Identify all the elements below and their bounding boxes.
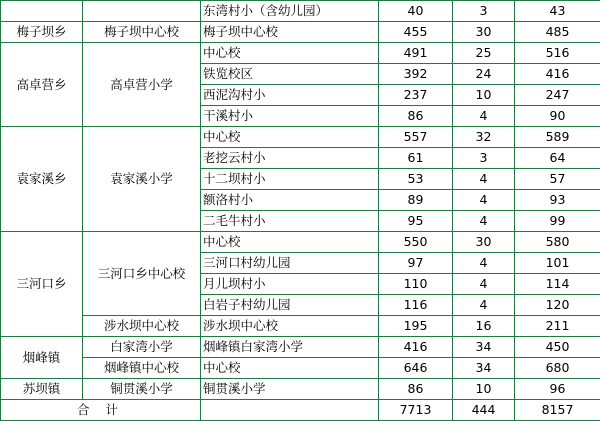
cell-township: 梅子坝乡 (1, 22, 83, 43)
cell-students: 392 (379, 64, 453, 85)
table-row (1, 43, 600, 64)
cell-total: 43 (515, 1, 600, 22)
cell-school: 烟峰镇白家湾小学 (201, 337, 379, 358)
table-total-row (1, 400, 600, 421)
cell-total: 247 (515, 85, 600, 106)
cell-students: 550 (379, 232, 453, 253)
total-students: 7713 (379, 400, 453, 421)
table-row (1, 22, 600, 43)
cell-school: 铁览校区 (201, 64, 379, 85)
table-row (1, 337, 600, 358)
cell-students: 416 (379, 337, 453, 358)
cell-township: 三河口乡 (1, 232, 83, 337)
cell-center-school: 铜贯溪小学 (83, 379, 201, 400)
cell-total: 450 (515, 337, 600, 358)
cell-center-school: 烟峰镇中心校 (83, 358, 201, 379)
cell-school: 老挖云村小 (201, 148, 379, 169)
table-body (1, 1, 600, 421)
cell-school: 月儿坝村小 (201, 274, 379, 295)
cell-township-blank (1, 1, 83, 22)
table-row (1, 127, 600, 148)
cell-school: 干溪村小 (201, 106, 379, 127)
cell-students: 53 (379, 169, 453, 190)
cell-township: 烟峰镇 (1, 337, 83, 379)
table-row (1, 1, 600, 22)
cell-total: 96 (515, 379, 600, 400)
cell-total: 64 (515, 148, 600, 169)
cell-staff: 24 (453, 64, 515, 85)
cell-total: 416 (515, 64, 600, 85)
total-spacer (201, 400, 379, 421)
cell-total: 516 (515, 43, 600, 64)
cell-center-school: 袁家溪小学 (83, 127, 201, 232)
cell-staff: 4 (453, 253, 515, 274)
cell-students: 40 (379, 1, 453, 22)
cell-total: 90 (515, 106, 600, 127)
cell-staff: 4 (453, 106, 515, 127)
cell-total: 114 (515, 274, 600, 295)
cell-students: 97 (379, 253, 453, 274)
table-row (1, 379, 600, 400)
table-row (1, 316, 600, 337)
cell-students: 116 (379, 295, 453, 316)
cell-staff: 25 (453, 43, 515, 64)
cell-staff: 34 (453, 358, 515, 379)
cell-center-school: 梅子坝中心校 (83, 22, 201, 43)
cell-total: 120 (515, 295, 600, 316)
cell-students: 95 (379, 211, 453, 232)
cell-school: 西泥沟村小 (201, 85, 379, 106)
cell-total: 57 (515, 169, 600, 190)
cell-students: 89 (379, 190, 453, 211)
cell-staff: 4 (453, 190, 515, 211)
cell-center-school: 涉水坝中心校 (83, 316, 201, 337)
cell-staff: 3 (453, 148, 515, 169)
cell-total: 589 (515, 127, 600, 148)
cell-total: 99 (515, 211, 600, 232)
cell-school: 白岩子村幼儿园 (201, 295, 379, 316)
cell-staff: 32 (453, 127, 515, 148)
cell-staff: 4 (453, 274, 515, 295)
cell-school: 十二坝村小 (201, 169, 379, 190)
total-label: 合 计 (1, 400, 201, 421)
cell-total: 211 (515, 316, 600, 337)
cell-staff: 34 (453, 337, 515, 358)
total-all: 8157 (515, 400, 600, 421)
cell-total: 101 (515, 253, 600, 274)
cell-school: 额洛村小 (201, 190, 379, 211)
table-row (1, 358, 600, 379)
cell-students: 110 (379, 274, 453, 295)
cell-staff: 4 (453, 169, 515, 190)
cell-staff: 16 (453, 316, 515, 337)
cell-staff: 4 (453, 295, 515, 316)
cell-students: 455 (379, 22, 453, 43)
cell-students: 61 (379, 148, 453, 169)
cell-school: 中心校 (201, 127, 379, 148)
cell-staff: 30 (453, 22, 515, 43)
cell-school: 中心校 (201, 358, 379, 379)
cell-total: 485 (515, 22, 600, 43)
cell-school: 中心校 (201, 232, 379, 253)
cell-total: 93 (515, 190, 600, 211)
cell-students: 86 (379, 106, 453, 127)
cell-total: 580 (515, 232, 600, 253)
cell-school: 三河口村幼儿园 (201, 253, 379, 274)
cell-staff: 10 (453, 85, 515, 106)
cell-students: 491 (379, 43, 453, 64)
cell-center-school-blank (83, 1, 201, 22)
total-staff: 444 (453, 400, 515, 421)
cell-students: 646 (379, 358, 453, 379)
cell-center-school: 三河口乡中心校 (83, 232, 201, 316)
cell-total: 680 (515, 358, 600, 379)
cell-staff: 10 (453, 379, 515, 400)
cell-students: 557 (379, 127, 453, 148)
cell-staff: 3 (453, 1, 515, 22)
cell-staff: 4 (453, 211, 515, 232)
cell-school: 东湾村小（含幼儿园） (201, 1, 379, 22)
cell-staff: 30 (453, 232, 515, 253)
table-row (1, 232, 600, 253)
cell-center-school: 高卓营小学 (83, 43, 201, 127)
cell-township: 袁家溪乡 (1, 127, 83, 232)
cell-township: 苏坝镇 (1, 379, 83, 400)
cell-students: 86 (379, 379, 453, 400)
cell-school: 中心校 (201, 43, 379, 64)
cell-school: 涉水坝中心校 (201, 316, 379, 337)
cell-center-school: 白家湾小学 (83, 337, 201, 358)
cell-school: 铜贯溪小学 (201, 379, 379, 400)
cell-school: 梅子坝中心校 (201, 22, 379, 43)
cell-students: 195 (379, 316, 453, 337)
cell-school: 二毛牛村小 (201, 211, 379, 232)
cell-township: 高卓营乡 (1, 43, 83, 127)
cell-students: 237 (379, 85, 453, 106)
